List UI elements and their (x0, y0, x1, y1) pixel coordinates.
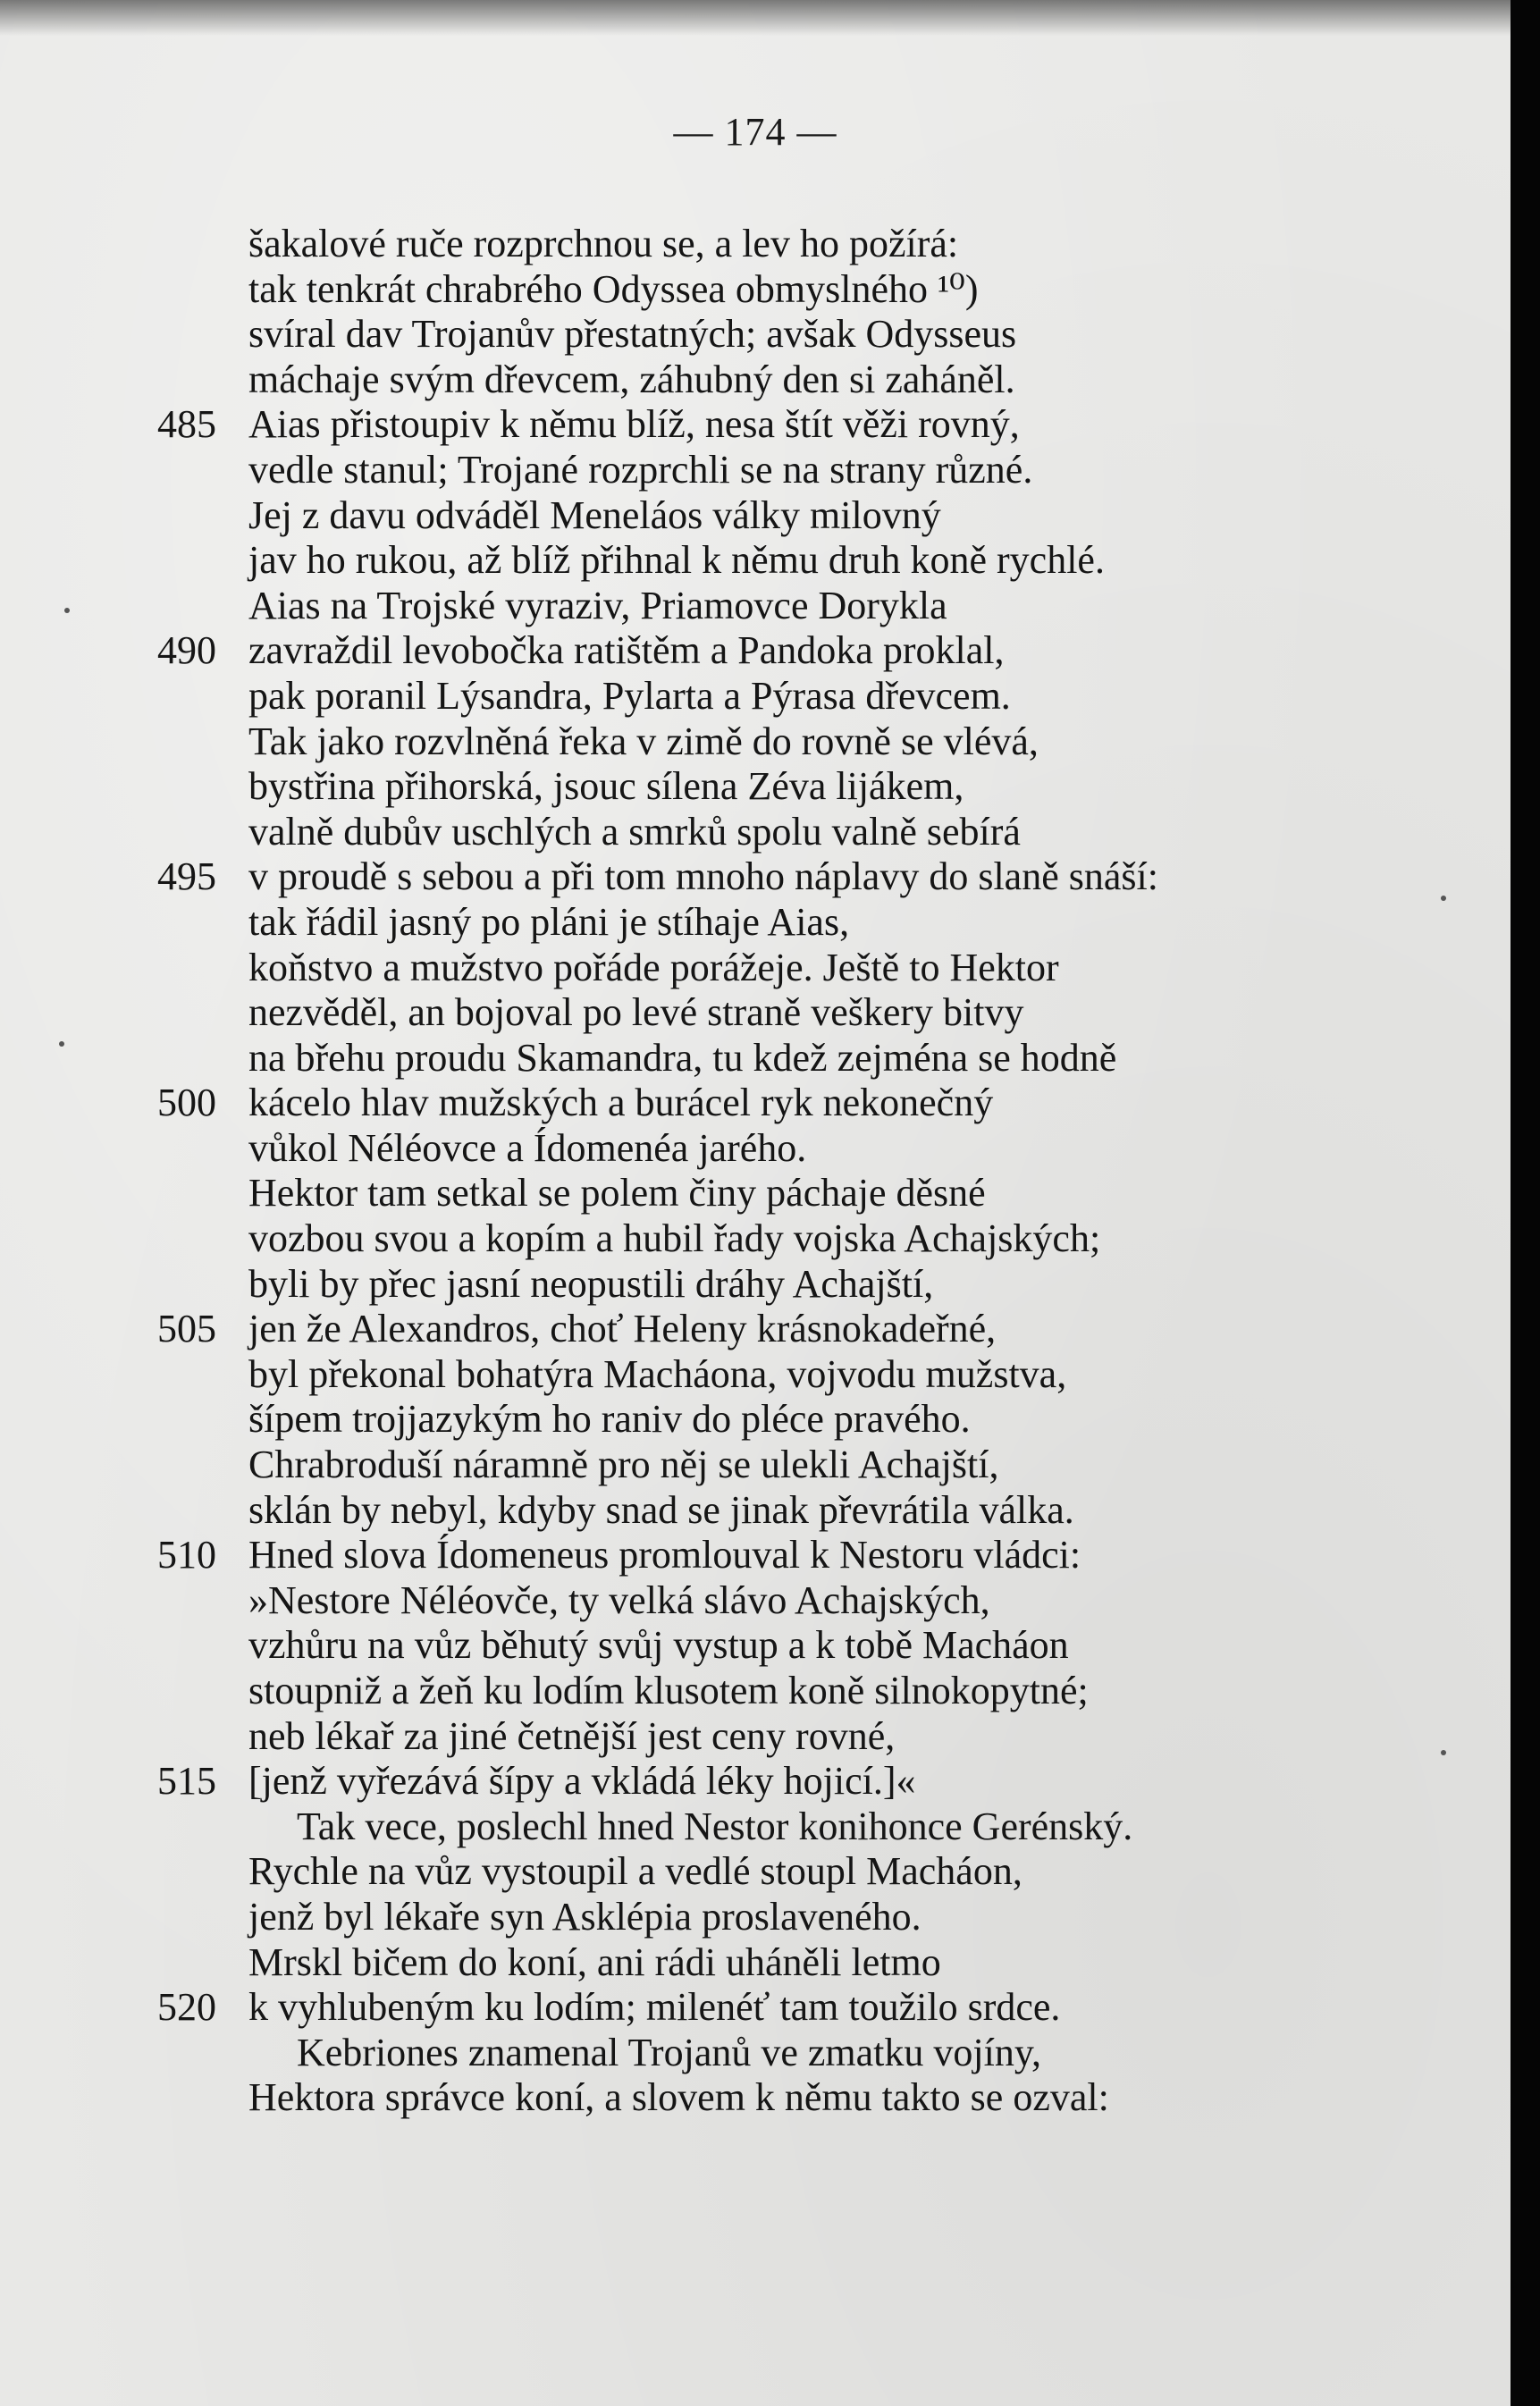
text-line (0, 312, 1511, 358)
line-text: jav ho rukou, až blíž přihnal k němu druh koně rychlé. (248, 538, 1105, 583)
text-line (0, 1578, 1511, 1624)
line-text: tak tenkrát chrabrého Odyssea obmyslného ¹⁰) (248, 266, 979, 311)
line-number: 505 (157, 1307, 216, 1351)
line-text: šakalové ruče rozprchnou se, a lev ho požírá: (248, 222, 959, 265)
line-number: 495 (157, 854, 216, 899)
line-text: Mrskl bičem do koní, ani rádi uháněli letmo (248, 1939, 941, 1984)
line-text: zavraždil levobočka ratištěm a Pandoka proklal, (248, 628, 1005, 673)
text-line (0, 1533, 1511, 1578)
text-line (0, 1036, 1511, 1081)
text-line (0, 1759, 1511, 1804)
page-number: — 174 — (673, 110, 837, 154)
line-text: jenž byl lékaře syn Asklépia proslaveného. (248, 1894, 921, 1939)
line-text: Kebriones znamenal Trojanů ve zmatku vojíny, (297, 2030, 1041, 2074)
line-text: stoupniž a žeň ku lodím klusotem koně silnokopytné; (248, 1669, 1089, 1712)
line-text: bystřina přihorská, jsouc sílena Zéva lijákem, (248, 764, 964, 809)
scan-dark-edge (1511, 0, 1540, 2406)
scan-speck (59, 1041, 64, 1047)
line-text: byl překonal bohatýra Macháona, vojvodu mužstva, (248, 1351, 1067, 1396)
text-line (0, 358, 1511, 403)
line-text: Chrabroduší náramně pro něj se ulekli Achajští, (248, 1443, 999, 1487)
line-text: v proudě s sebou a při tom mnoho náplavy do slaně snáší: (248, 854, 1158, 899)
scan-speck (1441, 896, 1446, 901)
line-text: nezvěděl, an bojoval po levé straně veškery bitvy (248, 990, 1024, 1035)
text-line (0, 1262, 1511, 1308)
text-line (0, 402, 1511, 448)
line-text: valně dubův uschlých a smrků spolu valně sebírá (248, 809, 1021, 854)
line-text: Hned slova Ídomeneus promlouval k Nestoru vládci: (248, 1533, 1081, 1577)
line-text: máchaje svým dřevcem, záhubný den si zaháněl. (248, 357, 1015, 401)
line-text: jen že Alexandros, choť Heleny krásnokadeřné, (248, 1307, 997, 1351)
line-number: 485 (157, 402, 216, 447)
text-line (0, 674, 1511, 719)
text-line (0, 2075, 1511, 2121)
line-number: 500 (157, 1081, 216, 1125)
line-text: sklán by nebyl, kdyby snad se jinak převrátila válka. (248, 1487, 1074, 1532)
line-text: [jenž vyřezává šípy a vkládá léky hojicí.]« (248, 1759, 916, 1804)
text-line (0, 1804, 1511, 1850)
text-line (0, 1849, 1511, 1895)
line-text: Hektor tam setkal se polem činy páchaje děsné (248, 1171, 986, 1216)
line-text: kácelo hlav mužských a burácel ryk nekonečný (248, 1081, 994, 1125)
line-text: k vyhlubeným ku lodím; milenéť tam toužilo srdce. (248, 1985, 1061, 2030)
text-line (0, 990, 1511, 1036)
line-text: vozbou svou a kopím a hubil řady vojska Achajských; (248, 1216, 1101, 1261)
line-text: Tak jako rozvlněná řeka v zimě do rovně se vlévá, (248, 719, 1039, 763)
text-line (0, 946, 1511, 991)
text-line (0, 267, 1511, 313)
text-line (0, 1940, 1511, 1986)
scan-speck (64, 608, 70, 613)
line-number: 510 (157, 1533, 216, 1577)
scan-speck (1441, 1750, 1446, 1755)
line-text: svíral dav Trojanův přestatných; avšak Odysseus (248, 312, 1017, 357)
text-line (0, 1352, 1511, 1398)
line-text: Rychle na vůz vystoupil a vedlé stoupl Macháon, (248, 1849, 1022, 1894)
poem-text-block (0, 222, 1511, 2121)
line-text: vedle stanul; Trojané rozprchli se na strany různé. (248, 447, 1033, 492)
text-line (0, 628, 1511, 674)
text-line (0, 493, 1511, 539)
line-text: vůkol Néléovce a Ídomenéa jarého. (248, 1125, 807, 1170)
text-line (0, 1397, 1511, 1443)
text-line (0, 222, 1511, 267)
line-text: Hektora správce koní, a slovem k němu takto se ozval: (248, 2075, 1109, 2120)
text-line (0, 810, 1511, 855)
line-number: 490 (157, 628, 216, 673)
text-line (0, 1895, 1511, 1940)
text-line (0, 1623, 1511, 1669)
text-line (0, 1669, 1511, 1714)
line-text: tak řádil jasný po pláni je stíhaje Aias, (248, 899, 850, 944)
text-line (0, 1985, 1511, 2031)
line-text: »Nestore Néléovče, ty velká slávo Achajských, (248, 1577, 990, 1622)
text-line (0, 1216, 1511, 1262)
line-text: Jej z davu odváděl Meneláos války milovný (248, 492, 941, 537)
text-line (0, 2031, 1511, 2076)
text-line (0, 1443, 1511, 1488)
text-line (0, 719, 1511, 765)
line-text: šípem trojjazykým ho raniv do pléce pravého. (248, 1397, 971, 1442)
text-line (0, 584, 1511, 629)
line-text: Aias na Trojské vyraziv, Priamovce Dorykla (248, 583, 947, 627)
text-line (0, 900, 1511, 946)
line-text: vzhůru na vůz běhutý svůj vystup a k tobě Macháon (248, 1623, 1069, 1668)
line-text: na břehu proudu Skamandra, tu kdež zejména se hodně (248, 1035, 1117, 1080)
line-number: 520 (157, 1985, 216, 2030)
line-text: Aias přistoupiv k němu blíž, nesa štít věži rovný, (248, 402, 1020, 447)
text-line (0, 1081, 1511, 1126)
line-text: pak poranil Lýsandra, Pylarta a Pýrasa dřevcem. (248, 673, 1011, 718)
line-text: byli by přec jasní neopustili dráhy Achajští, (248, 1261, 934, 1306)
text-line (0, 1126, 1511, 1172)
line-text: koňstvo a mužstvo pořáde porážeje. Ještě to Hektor (248, 945, 1059, 989)
text-line (0, 448, 1511, 493)
text-line (0, 1307, 1511, 1352)
text-line (0, 854, 1511, 900)
line-text: Tak vece, poslechl hned Nestor konihonce Gerénský. (297, 1804, 1133, 1848)
scan-top-shadow (0, 0, 1511, 36)
line-text: neb lékař za jiné četnější jest ceny rovné, (248, 1713, 896, 1758)
text-line (0, 764, 1511, 810)
text-line (0, 1488, 1511, 1534)
text-line (0, 1171, 1511, 1216)
line-number: 515 (157, 1759, 216, 1804)
text-line (0, 1714, 1511, 1760)
text-line (0, 538, 1511, 584)
